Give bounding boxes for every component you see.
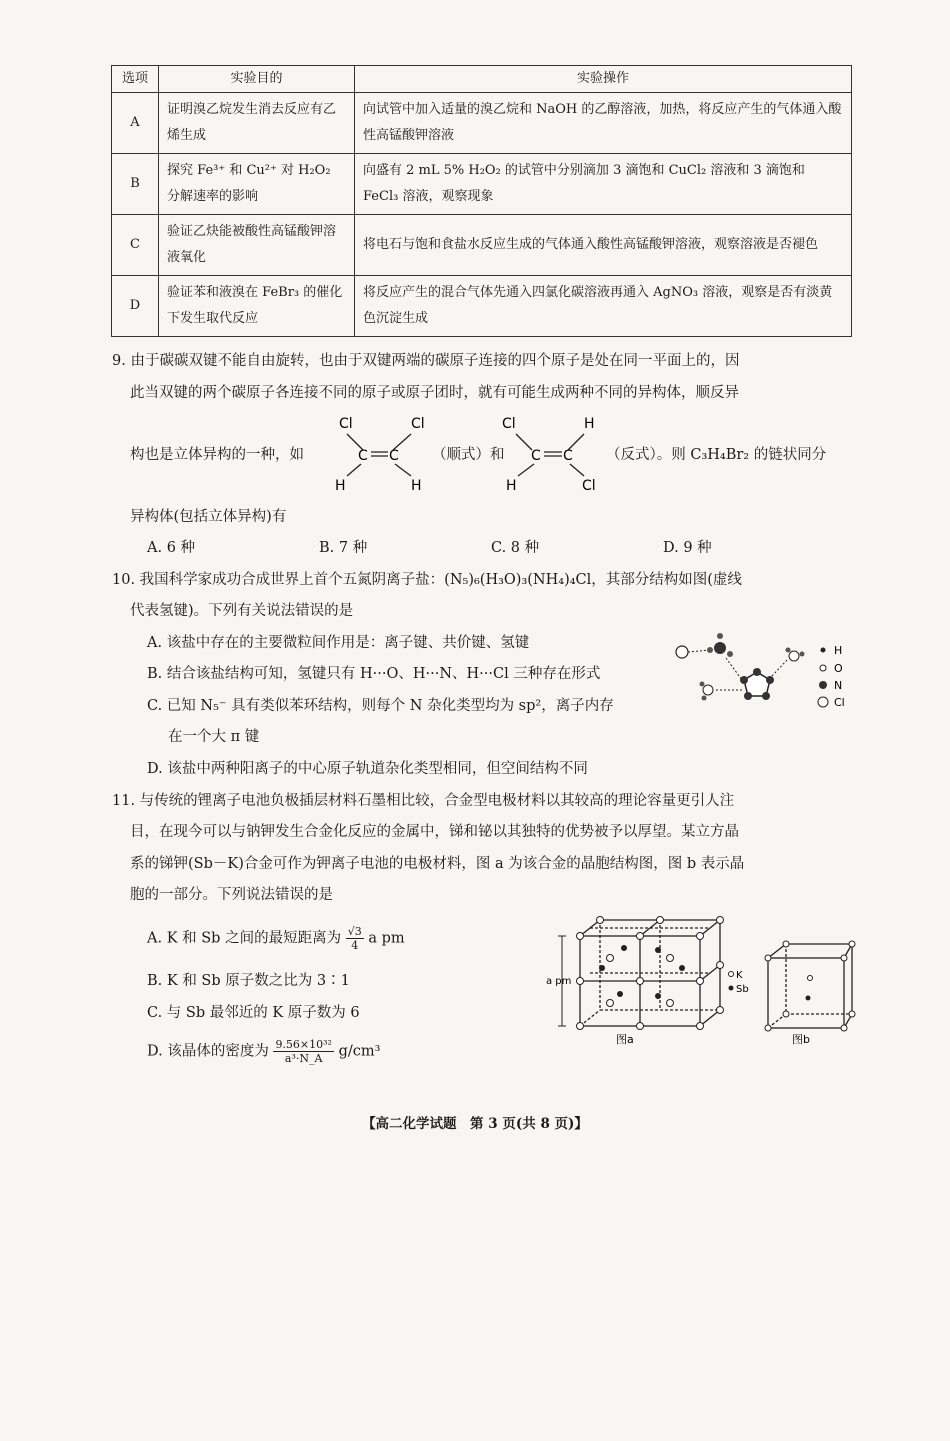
q11-choice-b: B. K 和 Sb 原子数之比为 3∶1 xyxy=(147,973,350,989)
figure-a-axis-label: a pm xyxy=(546,976,572,987)
table-cell-operation: 向盛有 2 mL 5% H₂O₂ 的试管中分别滴加 3 滴饱和 CuCl₂ 溶液和 3 滴饱和 FeCl₃ 溶液，观察现象 xyxy=(355,154,852,215)
cis-dichloroethene-structure xyxy=(325,410,425,495)
atom-label: H xyxy=(411,478,422,494)
q9-choice-c: C. 8 种 xyxy=(491,540,540,556)
legend-label: K xyxy=(736,970,743,981)
table-row xyxy=(112,93,852,154)
atom-label: C xyxy=(531,448,541,464)
legend-label: O xyxy=(834,662,843,675)
experiment-table xyxy=(111,65,852,337)
q11-choice-d xyxy=(147,1038,380,1065)
figure-a-caption: 图a xyxy=(616,1033,634,1046)
table-cell-purpose: 验证乙炔能被酸性高锰酸钾溶液氧化 xyxy=(159,215,355,276)
pentazolate-salt-structure-diagram xyxy=(672,628,862,716)
page-footer: 【高二化学试题 第 3 页(共 8 页)】 xyxy=(362,1116,588,1132)
q9-text-line: 构也是立体异构的一种，如 xyxy=(130,447,304,463)
legend-label: Cl xyxy=(834,696,845,709)
q11-choice-d-prefix: D. 该晶体的密度为 xyxy=(147,1043,269,1060)
q11-choice-a-prefix: A. K 和 Sb 之间的最短距离为 xyxy=(147,930,342,947)
fraction-denominator: a³·N_A xyxy=(284,1052,323,1065)
table-cell-purpose: 证明溴乙烷发生消去反应有乙烯生成 xyxy=(159,93,355,154)
atom-label: H xyxy=(506,478,517,494)
q11-text-line: 胞的一部分。下列说法错误的是 xyxy=(130,887,333,903)
table-header-row xyxy=(112,66,852,93)
q10-choice-b: B. 结合该盐结构可知，氢键只有 H···O、H···N、H···Cl 三种存在形式 xyxy=(147,666,601,682)
atom-label: Cl xyxy=(411,416,425,432)
q9-text-line: 此当双键的两个碳原子各连接不同的原子或原子团时，就有可能生成两种不同的异构体，顺反异 xyxy=(130,385,739,401)
table-header: 实验操作 xyxy=(355,66,852,93)
figure-b-cell xyxy=(768,944,852,1028)
q10-text-line: 10. 我国科学家成功合成世界上首个五氮阴离子盐：(N₅)₆(H₃O)₃(NH₄)₄Cl，其部分结构如图(虚线 xyxy=(112,572,742,588)
q9-choice-a: A. 6 种 xyxy=(147,540,196,556)
trans-dichloroethene-structure xyxy=(500,410,605,495)
q11-choice-c: C. 与 Sb 最邻近的 K 原子数为 6 xyxy=(147,1005,360,1021)
crystal-cell-figures xyxy=(540,910,860,1050)
legend-label: Sb xyxy=(736,984,749,995)
table-cell-option: A xyxy=(112,93,159,154)
q10-choice-d: D. 该盐中两种阳离子的中心原子轨道杂化类型相同，但空间结构不同 xyxy=(147,761,588,777)
fraction xyxy=(346,925,364,952)
q11-choice-a-suffix: a pm xyxy=(368,930,405,947)
atom-label: H xyxy=(335,478,346,494)
trans-label: （反式）。则 C₃H₄Br₂ 的链状同分 xyxy=(606,447,827,463)
table-cell-option: C xyxy=(112,215,159,276)
fraction-denominator: 4 xyxy=(351,939,359,952)
table-header: 选项 xyxy=(112,66,159,93)
fraction-numerator: 9.56×10³² xyxy=(275,1038,332,1051)
atom-label: Cl xyxy=(502,416,516,432)
q9-choice-d: D. 9 种 xyxy=(663,540,712,556)
atom-label: C xyxy=(563,448,573,464)
legend-label: N xyxy=(834,679,843,692)
table-cell-operation: 向试管中加入适量的溴乙烷和 NaOH 的乙醇溶液，加热，将反应产生的气体通入酸性高锰酸钾溶液 xyxy=(355,93,852,154)
legend-label: H xyxy=(834,644,843,657)
table-header: 实验目的 xyxy=(159,66,355,93)
fraction-numerator: √3 xyxy=(347,925,362,938)
q11-text-line: 系的锑钾(Sb－K)合金可作为钾离子电池的电极材料，图 a 为该合金的晶胞结构图，图 b 表示晶 xyxy=(130,856,745,872)
fraction xyxy=(273,1038,334,1065)
q9-choice-b: B. 7 种 xyxy=(319,540,368,556)
table-row xyxy=(112,215,852,276)
figure-b-caption: 图b xyxy=(792,1033,810,1046)
q9-text-line: 异构体(包括立体异构)有 xyxy=(130,509,287,525)
q10-choice-c-cont: 在一个大 π 键 xyxy=(168,729,260,745)
q10-text-line: 代表氢键)。下列有关说法错误的是 xyxy=(130,603,354,619)
table-cell-operation: 将反应产生的混合气体先通入四氯化碳溶液再通入 AgNO₃ 溶液，观察是否有淡黄色沉淀生成 xyxy=(355,276,852,337)
q10-choice-c: C. 已知 N₅⁻ 具有类似苯环结构，则每个 N 杂化类型均为 sp²，离子内存 xyxy=(147,698,614,714)
q10-choice-a: A. 该盐中存在的主要微粒间作用是：离子键、共价键、氢键 xyxy=(147,635,530,651)
cis-label: （顺式）和 xyxy=(432,447,505,463)
table-cell-purpose: 探究 Fe³⁺ 和 Cu²⁺ 对 H₂O₂ 分解速率的影响 xyxy=(159,154,355,215)
atom-label: C xyxy=(358,448,368,464)
q11-text-line: 11. 与传统的锂离子电池负极插层材料石墨相比较，合金型电极材料以其较高的理论容量更引人注 xyxy=(112,793,735,809)
atom-label: H xyxy=(584,416,595,432)
q11-text-line: 目，在现今可以与钠钾发生合金化反应的金属中，锑和铋以其独特的优势被予以厚望。某立方晶 xyxy=(130,824,739,840)
table-row xyxy=(112,154,852,215)
q11-choice-d-suffix: g/cm³ xyxy=(338,1043,381,1060)
atom-label: C xyxy=(389,448,399,464)
atom-label: Cl xyxy=(339,416,353,432)
table-row xyxy=(112,276,852,337)
table-cell-option: B xyxy=(112,154,159,215)
table-cell-option: D xyxy=(112,276,159,337)
atom-label: Cl xyxy=(582,478,596,494)
q9-text-line: 9. 由于碳碳双键不能自由旋转，也由于双键两端的碳原子连接的四个原子是处在同一平面上的，因 xyxy=(112,353,740,369)
table-cell-purpose: 验证苯和液溴在 FeBr₃ 的催化下发生取代反应 xyxy=(159,276,355,337)
q11-choice-a xyxy=(147,925,405,952)
table-cell-operation: 将电石与饱和食盐水反应生成的气体通入酸性高锰酸钾溶液，观察溶液是否褪色 xyxy=(355,215,852,276)
